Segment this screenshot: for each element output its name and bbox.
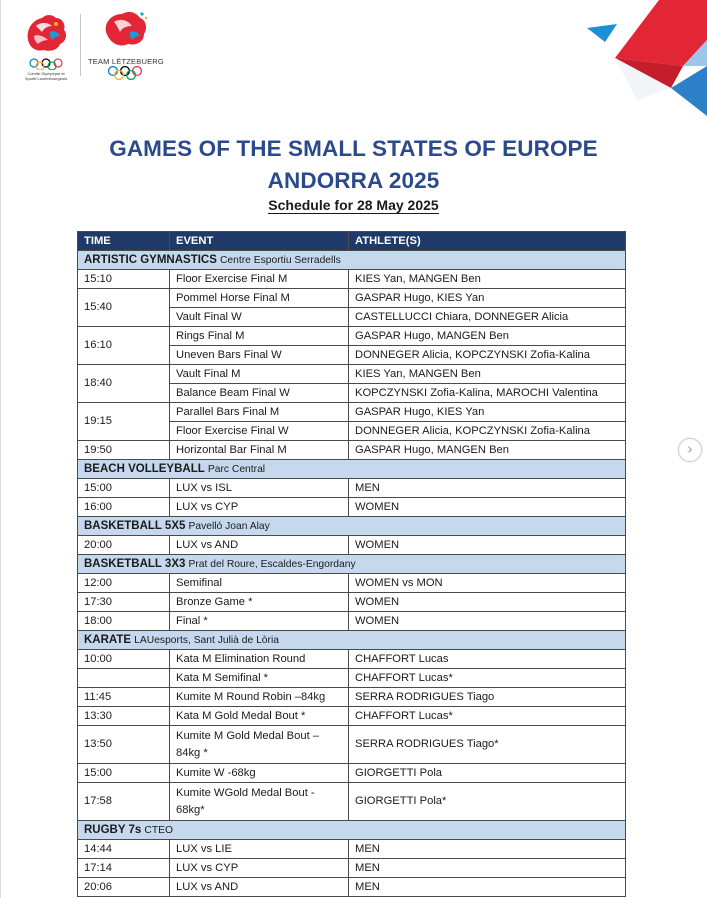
athletes-cell: SERRA RODRIGUES Tiago* [349, 726, 626, 764]
event-cell: Vault Final W [170, 308, 349, 327]
time-cell: 18:40 [78, 365, 170, 403]
table-row [78, 878, 626, 897]
logo-divider [80, 14, 81, 76]
sport-venue: Prat del Roure, Escaldes-Engordany [188, 558, 356, 570]
sport-header-cell [78, 821, 626, 840]
athletes-cell: GIORGETTI Pola* [349, 783, 626, 821]
athletes-cell: KIES Yan, MANGEN Ben [349, 365, 626, 384]
athletes-cell: GASPAR Hugo, MANGEN Ben [349, 327, 626, 346]
schedule-table [77, 231, 626, 897]
sport-header-row [78, 631, 626, 650]
athletes-cell: GASPAR Hugo, KIES Yan [349, 289, 626, 308]
sport-header-row [78, 821, 626, 840]
time-cell: 15:00 [78, 479, 170, 498]
athletes-cell: CHAFFORT Lucas [349, 650, 626, 669]
event-cell: LUX vs CYP [170, 498, 349, 517]
time-cell: 18:00 [78, 612, 170, 631]
event-cell: Final * [170, 612, 349, 631]
athletes-cell: DONNEGER Alicia, KOPCZYNSKI Zofia-Kalina [349, 422, 626, 441]
athletes-cell: WOMEN [349, 612, 626, 631]
table-row [78, 669, 626, 688]
table-row [78, 536, 626, 555]
table-row [78, 726, 626, 764]
sport-venue: Parc Central [207, 463, 266, 475]
table-row [78, 764, 626, 783]
athletes-cell: KOPCZYNSKI Zofia-Kalina, MAROCHI Valentina [349, 384, 626, 403]
event-cell: Uneven Bars Final W [170, 346, 349, 365]
time-cell: 20:00 [78, 536, 170, 555]
table-row [78, 650, 626, 669]
event-cell: Kumite M Gold Medal Bout – 84kg * [170, 726, 349, 764]
table-row [78, 403, 626, 422]
table-row [78, 612, 626, 631]
time-cell: 19:50 [78, 441, 170, 460]
table-row [78, 859, 626, 878]
olympic-rings-icon [22, 58, 70, 70]
decorative-triangles-icon [587, 0, 707, 120]
header-event: EVENT [170, 232, 349, 251]
athletes-cell: WOMEN [349, 536, 626, 555]
time-cell: 15:40 [78, 289, 170, 327]
event-cell: Vault Final M [170, 365, 349, 384]
time-cell: 12:00 [78, 574, 170, 593]
olympic-rings-icon [101, 66, 149, 80]
sport-name: BASKETBALL 3X3 [84, 557, 186, 570]
time-cell: 19:15 [78, 403, 170, 441]
time-cell: 15:10 [78, 270, 170, 289]
sport-header-row [78, 251, 626, 270]
schedule-body [78, 251, 626, 897]
table-row [78, 365, 626, 384]
event-cell: Kumite M Round Robin –84kg [170, 688, 349, 707]
header-athletes: ATHLETE(S) [349, 232, 626, 251]
event-cell: Pommel Horse Final M [170, 289, 349, 308]
time-cell: 13:50 [78, 726, 170, 764]
athletes-cell: WOMEN [349, 498, 626, 517]
event-cell: LUX vs AND [170, 536, 349, 555]
lion-emblem-icon [22, 10, 70, 58]
time-cell: 16:00 [78, 498, 170, 517]
athletes-cell: CHAFFORT Lucas* [349, 707, 626, 726]
event-cell: Rings Final M [170, 327, 349, 346]
table-row [78, 593, 626, 612]
table-row [78, 574, 626, 593]
coe-caption-line2: Sportif Luxembourgeois [24, 76, 68, 81]
athletes-cell: CASTELLUCCI Chiara, DONNEGER Alicia [349, 308, 626, 327]
athletes-cell: SERRA RODRIGUES Tiago [349, 688, 626, 707]
athletes-cell: WOMEN vs MON [349, 574, 626, 593]
time-cell: 13:30 [78, 707, 170, 726]
table-row [78, 441, 626, 460]
time-cell: 17:58 [78, 783, 170, 821]
table-row [78, 498, 626, 517]
table-header-row [78, 232, 626, 251]
athletes-cell: MEN [349, 878, 626, 897]
sport-header-cell [78, 631, 626, 650]
page-title-line2: ANDORRA 2025 [267, 168, 440, 193]
time-cell: 14:44 [78, 840, 170, 859]
sport-name: BEACH VOLLEYBALL [84, 462, 205, 475]
sport-header-row [78, 460, 626, 479]
event-cell: Kata M Semifinal * [170, 669, 349, 688]
event-cell: Parallel Bars Final M [170, 403, 349, 422]
sport-name: RUGBY 7s [84, 823, 142, 836]
athletes-cell: MEN [349, 840, 626, 859]
team-letzebuerg-logo [88, 8, 162, 82]
event-cell: Bronze Game * [170, 593, 349, 612]
header-time: TIME [78, 232, 170, 251]
sport-venue: Centre Esportiu Serradells [220, 254, 341, 266]
time-cell: 20:06 [78, 878, 170, 897]
carousel-next-button[interactable] [678, 438, 702, 462]
athletes-cell: MEN [349, 479, 626, 498]
sport-venue: Pavelló Joan Alay [188, 520, 270, 532]
time-cell: 17:14 [78, 859, 170, 878]
event-cell: Kata M Elimination Round [170, 650, 349, 669]
table-row [78, 289, 626, 308]
event-cell: Horizontal Bar Final M [170, 441, 349, 460]
athletes-cell: GASPAR Hugo, KIES Yan [349, 403, 626, 422]
event-cell: Balance Beam Final W [170, 384, 349, 403]
athletes-cell: DONNEGER Alicia, KOPCZYNSKI Zofia-Kalina [349, 346, 626, 365]
schedule-date-heading [0, 197, 707, 213]
time-cell: 15:00 [78, 764, 170, 783]
table-row [78, 707, 626, 726]
sport-header-row [78, 517, 626, 536]
team-name: TEAM LËTZEBUERG [88, 57, 164, 66]
event-cell: Kata M Gold Medal Bout * [170, 707, 349, 726]
event-cell: Kumite W -68kg [170, 764, 349, 783]
athletes-cell: GIORGETTI Pola [349, 764, 626, 783]
event-cell: Kumite WGold Medal Bout - 68kg* [170, 783, 349, 821]
coe-caption-line1: Comité Olympique et [27, 71, 65, 76]
athletes-cell: CHAFFORT Lucas* [349, 669, 626, 688]
athletes-cell: KIES Yan, MANGEN Ben [349, 270, 626, 289]
event-cell: LUX vs LIE [170, 840, 349, 859]
sport-header-cell [78, 517, 626, 536]
page-title-line1: GAMES OF THE SMALL STATES OF EUROPE [109, 136, 598, 161]
time-cell [78, 669, 170, 688]
sport-header-cell [78, 251, 626, 270]
time-cell: 17:30 [78, 593, 170, 612]
event-cell: LUX vs AND [170, 878, 349, 897]
table-row [78, 327, 626, 346]
sport-header-cell [78, 460, 626, 479]
event-cell: Floor Exercise Final W [170, 422, 349, 441]
event-cell: LUX vs CYP [170, 859, 349, 878]
event-cell: Floor Exercise Final M [170, 270, 349, 289]
sport-name: KARATE [84, 633, 132, 646]
sport-venue: LAUesports, Sant Julià de Lòria [134, 634, 279, 646]
table-row [78, 270, 626, 289]
sport-header-row [78, 555, 626, 574]
table-row [78, 783, 626, 821]
table-row [78, 840, 626, 859]
sport-header-cell [78, 555, 626, 574]
event-cell: LUX vs ISL [170, 479, 349, 498]
coe-logo [22, 10, 70, 82]
team-lion-icon [100, 8, 150, 50]
coe-caption [22, 71, 70, 81]
time-cell: 16:10 [78, 327, 170, 365]
event-cell: Semifinal [170, 574, 349, 593]
time-cell: 10:00 [78, 650, 170, 669]
sport-name: BASKETBALL 5X5 [84, 519, 186, 532]
athletes-cell: MEN [349, 859, 626, 878]
table-row [78, 479, 626, 498]
time-cell: 11:45 [78, 688, 170, 707]
chevron-right-icon: › [687, 440, 693, 458]
athletes-cell: GASPAR Hugo, MANGEN Ben [349, 441, 626, 460]
sport-name: ARTISTIC GYMNASTICS [84, 253, 217, 266]
athletes-cell: WOMEN [349, 593, 626, 612]
table-row [78, 688, 626, 707]
sport-venue: CTEO [144, 824, 174, 836]
schedule-date-text: Schedule for 28 May 2025 [268, 197, 439, 213]
